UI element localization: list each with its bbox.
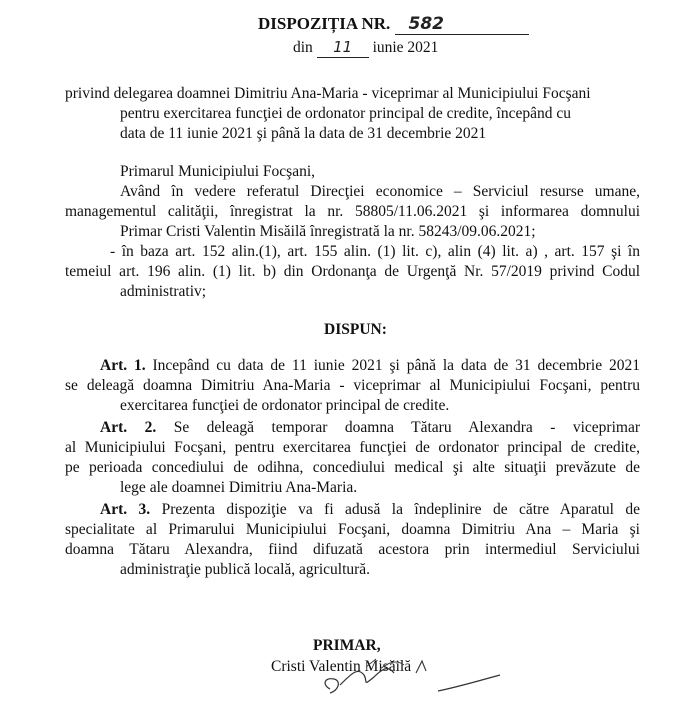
document-date (293, 38, 438, 58)
document-title (258, 14, 529, 35)
handwritten-signature (318, 655, 508, 699)
date-month-year: iunie 2021 (372, 39, 439, 56)
subject-line: privind delegarea doamnei Dimitriu Ana-Maria - viceprimar al Municipiului Focşani (65, 85, 591, 102)
article-1-line: se deleagă doamna Dimitriu Ana-Maria - viceprimar al Municipiului Focşani, pentru (65, 377, 640, 394)
article-1-text: Incepând cu data de 11 iunie 2021 şi până la data de 31 decembrie 2021 (152, 357, 640, 374)
preamble-line: - în baza art. 152 alin.(1), art. 155 alin. (1) lit. c), alin (4) lit. a) , art. 157 şi în (110, 243, 640, 260)
signature-name: Cristi Valentin Misăilă (271, 658, 412, 675)
preamble-line: administrativ; (120, 283, 207, 300)
article-1-label: Art. 1. (100, 357, 146, 374)
article-3-line: doamna Tătaru Alexandra, fiind difuzată acestora prin intermediul Serviciului (65, 541, 640, 558)
article-3-text: Prezenta dispoziţie va fi adusă la îndeplinire de către Aparatul de (161, 501, 640, 518)
article-3-line: specialitate al Primarului Municipiului Focşani, doamna Dimitriu Ana – Maria şi (65, 521, 640, 538)
preamble-line: Primar Cristi Valentin Misăilă înregistrată la nr. 58243/09.06.2021; (120, 223, 536, 240)
issuer-line: Primarul Municipiului Focşani, (120, 163, 316, 180)
preamble-line: managementul calităţii, înregistrat la nr. 58805/11.06.2021 şi informarea domnului (65, 203, 640, 220)
preamble-line: temeiul art. 196 alin. (1) lit. b) din Ordonanţa de Urgenţă Nr. 57/2019 privind Codul (65, 263, 640, 280)
article-3-line: administraţie publică locală, agricultură. (120, 561, 371, 578)
subject-line: pentru exercitarea funcţiei de ordonator principal de credite, începând cu (120, 105, 571, 122)
article-2-first-line (100, 418, 640, 437)
article-3-first-line (100, 500, 640, 519)
article-2-line: al Municipiului Focşani, pentru exercitarea funcţiei de ordonator principal de credite, (65, 439, 640, 456)
article-1-line: exercitarea funcţiei de ordonator principal de credite. (120, 397, 450, 414)
title-label: DISPOZIȚIA NR. (258, 14, 391, 33)
date-day: 11 (317, 38, 369, 58)
article-2-text: Se deleagă temporar doamna Tătaru Alexandra - viceprimar (173, 419, 640, 436)
article-1-first-line (100, 356, 640, 375)
dispun-heading: DISPUN: (324, 321, 387, 338)
article-2-line: lege ale doamnei Dimitriu Ana-Maria. (120, 479, 358, 496)
date-din-label: din (293, 39, 313, 56)
subject-line: data de 11 iunie 2021 şi până la data de 31 decembrie 2021 (120, 125, 487, 142)
article-2-line: pe perioada concediului de odihna, concediului medical şi alte situaţii prevăzute de (65, 459, 640, 476)
article-3-label: Art. 3. (100, 501, 151, 518)
preamble-line: Având în vedere referatul Direcţiei economice – Serviciul resurse umane, (120, 183, 640, 200)
article-2-label: Art. 2. (100, 419, 157, 436)
signature-role: PRIMAR, (313, 637, 381, 654)
decision-number: 582 (395, 14, 529, 35)
